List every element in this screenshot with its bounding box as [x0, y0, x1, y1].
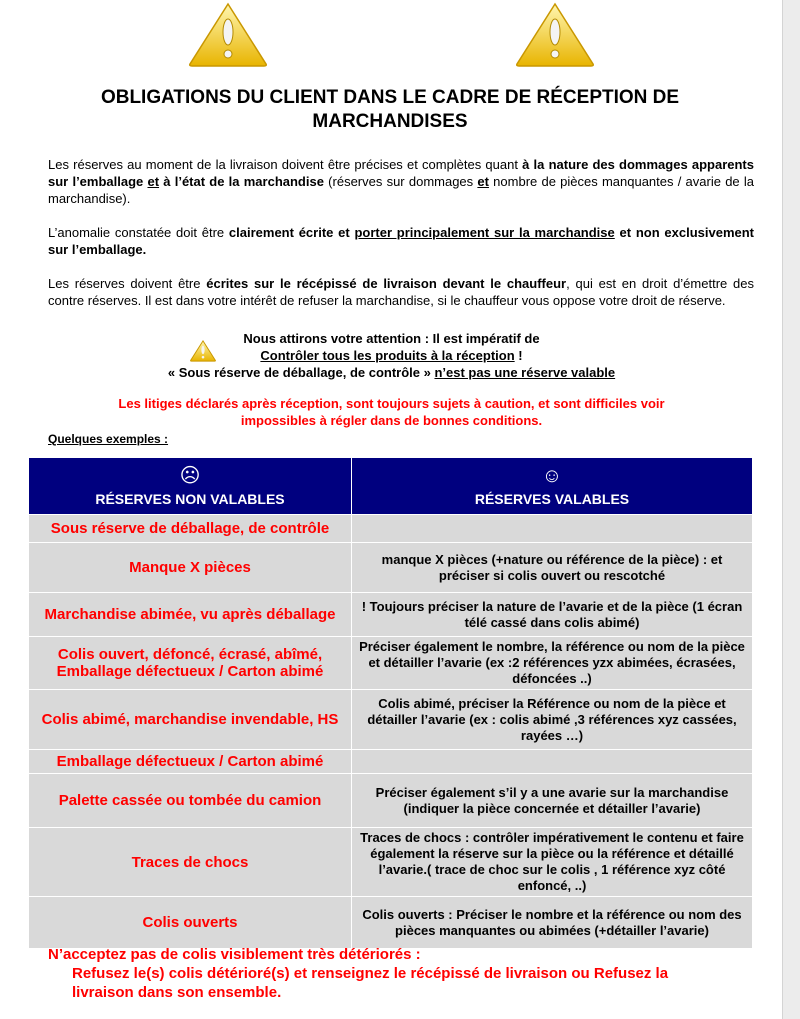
valid-cell — [352, 750, 753, 774]
header-valables: ☺ RÉSERVES VALABLES — [352, 458, 753, 515]
vertical-scrollbar[interactable] — [782, 0, 800, 1019]
examples-label: Quelques exemples : — [48, 432, 169, 446]
table-row — [29, 637, 753, 690]
valid-cell: Colis abimé, préciser la Référence ou nom de la pièce et détailler l’avarie (ex : colis abimé ,3 références xyz cassées, rayées …) — [352, 690, 753, 750]
table-row — [29, 828, 753, 897]
table-row — [29, 515, 753, 543]
table-row — [29, 897, 753, 949]
attention-line3: « Sous réserve de déballage, de contrôle » n’est pas une réserve valable — [167, 365, 616, 380]
valid-cell — [352, 515, 753, 543]
valid-cell: Préciser également s’il y a une avarie sur la marchandise (indiquer la pièce concernée et détailler l’avarie) — [352, 774, 753, 828]
reserves-table — [28, 457, 753, 949]
valid-cell: ! Toujours préciser la nature de l’avarie et de la pièce (1 écran télé cassé dans colis abimé) — [352, 593, 753, 637]
page-title: OBLIGATIONS DU CLIENT DANS LE CADRE DE RÉCEPTION DE MARCHANDISES — [100, 87, 680, 132]
invalid-cell: Traces de chocs — [29, 828, 352, 897]
invalid-cell: Sous réserve de déballage, de contrôle — [29, 515, 352, 543]
invalid-cell: Colis abimé, marchandise invendable, HS — [29, 690, 352, 750]
paragraph-recepisse: Les réserves doivent être écrites sur le récépissé de livraison devant le chauffeur, qui est en droit d’émettre des contre réserves. Il est dans votre intérêt de refuser la marchandise, si le chauffeur vous oppose votre droit de réserve. — [48, 276, 754, 308]
paragraph-reserves: Les réserves au moment de la livraison doivent être précises et complètes quant à la nature des dommages apparents sur l’emballage et à l’état de la marchandise (réserves sur dommages et nombre de pièces manquantes / avarie de la marchandise). — [48, 157, 754, 206]
invalid-cell: Marchandise abimée, vu après déballage — [29, 593, 352, 637]
warning-triangle-icon — [188, 2, 268, 68]
table-row — [29, 690, 753, 750]
valid-cell: Colis ouverts : Préciser le nombre et la référence ou nom des pièces manquantes ou abimées (+détailler l’avarie) — [352, 897, 753, 949]
attention-line1: Nous attirons votre attention : Il est impératif de — [243, 331, 540, 346]
litiges-warning: Les litiges déclarés après réception, sont toujours sujets à caution, et sont difficiles voir impossibles à régler dans de bonnes conditions. — [118, 396, 665, 428]
valid-cell: Préciser également le nombre, la référence ou nom de la pièce et détailler l’avarie (ex :2 références yzx abimées, écrasées, défoncées ..) — [352, 637, 753, 690]
invalid-cell: Emballage défectueux / Carton abimé — [29, 750, 352, 774]
invalid-cell: Colis ouverts — [29, 897, 352, 949]
table-header-row — [29, 458, 753, 515]
valid-cell: manque X pièces (+nature ou référence de la pièce) : et préciser si colis ouvert ou rescotché — [352, 543, 753, 593]
table-row — [29, 543, 753, 593]
warning-triangle-icon — [515, 2, 595, 68]
table-row — [29, 750, 753, 774]
happy-face-icon: ☺ — [541, 465, 563, 487]
paragraph-anomalie: L’anomalie constatée doit être clairement écrite et porter principalement sur la marchandise et non exclusivement sur l’emballage. — [48, 225, 755, 257]
header-non-valables: ☹ RÉSERVES NON VALABLES — [29, 458, 352, 515]
attention-line2: Contrôler tous les produits à la réception ! — [260, 348, 523, 363]
sad-face-icon: ☹ — [179, 465, 201, 487]
table-row — [29, 774, 753, 828]
table-row — [29, 593, 753, 637]
valid-cell: Traces de chocs : contrôler impérativement le contenu et faire également la réserve sur la pièce ou la référence et détaillé l’avarie.( trace de choc sur le colis , 1 référence xyz côté enfoncé, ..) — [352, 828, 753, 897]
invalid-cell: Colis ouvert, défoncé, écrasé, abîmé, Emballage défectueux / Carton abimé — [29, 637, 352, 690]
footer-warning: N’acceptez pas de colis visiblement très détériorés : Refusez le(s) colis détérioré(s) et renseignez le récépissé de livraison ou Refusez la livraison dans son ensemble. — [48, 946, 669, 1001]
invalid-cell: Manque X pièces — [29, 543, 352, 593]
invalid-cell: Palette cassée ou tombée du camion — [29, 774, 352, 828]
